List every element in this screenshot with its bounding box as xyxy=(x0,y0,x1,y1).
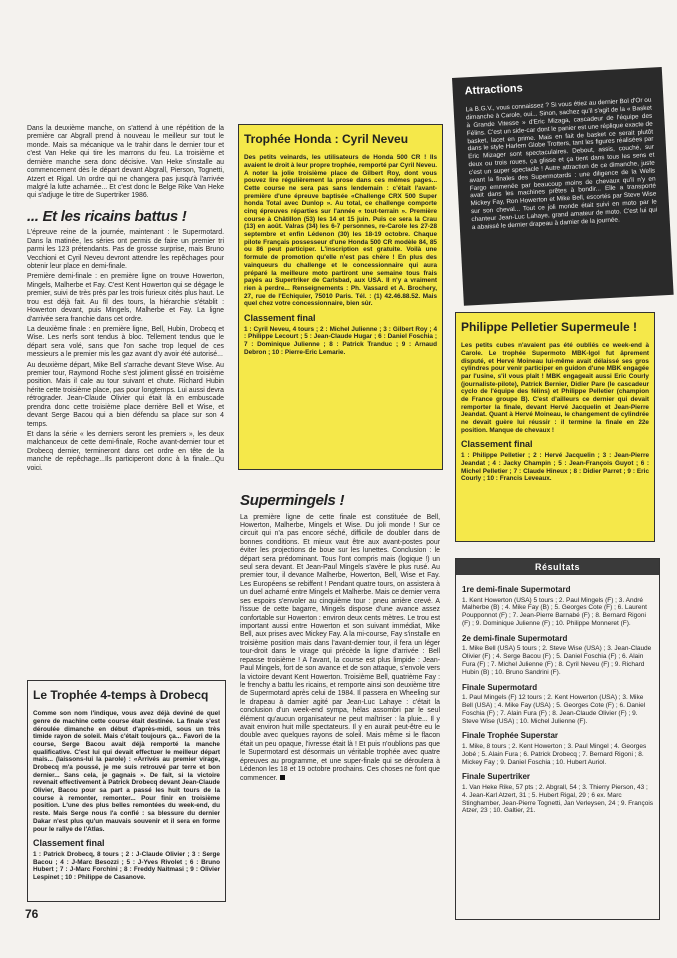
box-title: Philippe Pelletier Supermeule ! xyxy=(461,320,638,334)
resultats-header: Résultats xyxy=(456,559,659,575)
result-heading: Finale Supermotard xyxy=(462,682,538,692)
box-text: La B.G.V., vous connaissez ? Si vous étiez au dernier Bol d'Or ou dimanche à Carole, oui... Sinon, sachez qu'il s'agit de la « Basket à Grande Vitesse » d'Eric Mizaga, cascadeur de l'équipe des Félins. C'est un side-car dont le panier est une réplique exacte de basket, lacet en prime. Mais en fait de basket ce serait plutôt dans le style Harlem Globe Trotters, tant les figures réalisées par Eric Mizager sont spectaculaires. Debout, assis, couché, sur deux ou trois roues, ça glisse et ça tient dans tous les sens et c'est un super spectacle ! Autre attraction de ce dimanche, juste avant la finales des Supermotards : une diligence de la Wells Fargo emmenée par beaucoup moins de chevaux qu'il n'y en avait dans les machines prêtes à bondir... Elle a transporté Mickey Fay, Ron Howerton et Mike Bell, escortés par Steve Wise sur son cheval... Tout ce joli monde était suivi en moto par le chanteur Jean-Luc Lahaye, grand amateur de moto. C'est lui qui a abaissé le dernier drapeau à damier de la journée. xyxy=(465,97,658,231)
page-number: 76 xyxy=(25,907,39,921)
result-text: 1. Mike Bell (USA) 5 tours ; 2. Steve Wise (USA) ; 3. Jean-Claude Olivier (F) ; 4. Serge Bacou (F) ; 5. Daniel Foschia (F) ; 6. Alain Fura (F) ; 7. Michel Julienne (F) ; 8. Cyril Neveu (F) ; 9. Richard Hubin (B) ; 10. Bruno Sandrini (F). xyxy=(462,645,652,676)
result-text: 1. Van Heke Rike, 57 pts ; 2. Abgrall, 54 ; 3. Thierry Pierson, 43 ; 4. Jean-Karl Atzert, 31 ; 5. Hubert Rigal, 29 ; 6 ex. Marc Stinghamber, Jean-Pierre Tognetti, Jan Verleysen, 24 ; 9. François Atzer, 23 ; 10. Galtier, 21. xyxy=(462,783,654,815)
classement-text: 1 : Cyril Neveu, 4 tours ; 2 : Michel Julienne ; 3 : Gilbert Roy ; 4 : Philippe Lecourt ; 5 : Jean-Claude Hugar ; 6 : Daniel Foschia ; 7 : Dominique Julienne ; 8 : Patrick Tranduc ; 9 : Arnaud Debron ; 10 : Pierre-Eric Lemarie. xyxy=(244,325,437,356)
box-text: Des petits veinards, les utilisateurs de Honda 500 CR ! Ils avaient le droit à leur propre trophée, remporté par Cyril Neveu. A noter la jolie troisième place de Gilbert Roy, dont vous pouvez lire régulièrement la prose dans ces mêmes pages... Cette course ne sera pas sans lendemain : c'était l'avant-première d'une épreuve baptisée «Challenge CRX 500 Super honda Total avec Dunlop ». Au total, ce challenge comporte cinq épreuves réparties sur l'année « tout-terrain ». Première course à Châtillon (53) les 14 et 15 juin. Puis ce sera la Crau (13) en août. Valras (34) les 6-7 personnes, re-Carole les 27-28 septembre et enfin Lédenon (30) les 18-19 octobre. Chaque pilote Français possesseur d'une Honda 500 CR modèle 84, 85 ou 86 peut participer. L'inscription est gratuite. Voilà une formule de promotion qu'elle n'est pas chère ! En plus des vainqueurs du challenge et le concessionnaire qui aura préparé la meilleure moto partiront une semaine tous frais payés au Supertriker de Carlsbad, aux USA. Il n'y a vraiment rien à perdre... Renseignements : Ph. Vassard et A. Brochery, 27, rue de l'Echiquier, 75010 Paris. Tél. : (1) 42.46.88.52. Mais quel chez votre concessionnaire, bien sûr. xyxy=(244,154,437,308)
result-text: 1. Kent Howerton (USA) 5 tours ; 2. Paul Mingels (F) ; 3. André Malherbe (B) ; 4. Mike Fay (B) ; 5. Georges Cote (F) ; 6. Laurent Poupponnot (F) ; 7. Jean-Pierre Barnabé (F) ; 8. Bernard Rigoni (F) ; 9. Dominique Julienne (F) ; 10. Philippe Monneret (F). xyxy=(462,596,647,627)
paragraph: L'épreuve reine de la journée, maintenant : le Supermotard. Dans la matinée, les séries ont permis de faire un premier tri parmi les 123 prétendants. Pas de grosse surprise, mais Bruno Vecchioni et Cyril Neveu devront attendre les repêchages pour obtenir leur place en demi-finale. xyxy=(27,229,224,270)
result-heading: 1re demi-finale Supermotard xyxy=(462,585,571,594)
box-text: Les petits cubes n'avaient pas été oubliés ce week-end à Carole. Le trophée Supermoto MBK-Igol fut âprement disputé, et Hervé Moineau lui-même avait délaissé ses gros cylindres pour venir participer en guidon d'une MBK engagée par l'usine, s'il vous plaît ! MBK engageait aussi Eric Courly (journaliste-pilote), Patrick Bernier, Didier Pare (le cascadeur cyclo de l'équipe des félins) et Philippe Pelletier (champion de France groupe B). C'est d'ailleurs ce dernier qui devait remporter la finale, devant Hervé Jacquelin et Jean-Pierre Jeandat. Quant à Hervé Moineau, le changement de cylindrée ne devait guère lui réussir : il termine la finale en 22e position. Manque de chevaux ! xyxy=(461,342,649,434)
box-title: Le Trophée 4-temps à Drobecq xyxy=(33,688,209,702)
attractions-box xyxy=(452,67,674,306)
classement-title: Classement final xyxy=(461,439,533,450)
classement-title: Classement final xyxy=(244,312,316,323)
resultats-box xyxy=(455,558,660,920)
result-heading: 2e demi-finale Supermotard xyxy=(462,633,568,643)
box-title: Attractions xyxy=(464,82,524,98)
supermingels-text: La première ligne de cette finale est constituée de Bell, Howerton, Malherbe, Mingels et Wise. Du joli monde ! Sur ce circuit qui n'a pas encore séché, difficile de doubler dans de bonnes conditions. Et mieux vaut être aux avant-postes pour éviter les projections de boue sur les lunettes. Conclusion : le départ sera prédominant. Tous l'ont compris mais (logique !) un seul sera devant. Et Jean-Paul Mingels s'avère le plus rusé. Au premier tour, il devance Malherbe, Howerton, Bell, Wise et Fay. Les Européens se rebiffent ! Pendant quatre tours, on assistera à un duel acharné entre Mingels et Malherbe. Mais ce dernier verra ses espoirs s'envoler au cinquième tour : pneu arrière crevé. A l'issue de cette bagarre, Mingels dispose d'une avance assez confortable sur Howerton : environ deux cents mètres. Le trou est important aussi entre Howerton et son suivant immédiat, Mike Bell, aux prises avec Mickey Fay. A la mi-course, Fay s'installe en troisième position mais dans l'avant-dernier tour, il fera un léger tour-droit dans le virage qui précède la ligne d'arrivée : Bell repasse troisième ! A l'avant, la course est plus limpide : Jean-Paul Mingels, fort de son avance et de son attaque, s'envole vers la victoire devant Kent Howerton. Troisième Bell, quatrième Fay : le frenchy a battu les ricains, et remporte ainsi son deuxième titre de Supermotard après celui de 1984. Il passera en Wheeling sur le drapeau à damier agité par Jean-Luc Lahaye : c'était la conclusion d'un week-end sympa, hélas assombri par le seul élément qu'aucun organisateur ne peut maîtriser : la pluie... Il y avait environ huit mille spectateurs. Il y en aurait peut-être eu le double avec quelques rayons de soleil. Mais même si le flacon était un peu opaque, l'ivresse était là ! Et puis n'oublions pas que le Supermotard est désormais un véritable trophée avec quatre épreuves au programme, et une super-finale qui se déroulera à Lédenon les 18 et 19 octobre prochains. Ces choses ne font que commencer. xyxy=(240,513,440,782)
resultats-body xyxy=(456,575,659,821)
trophee-4temps-box xyxy=(27,680,226,902)
result-heading: Finale Supertriker xyxy=(462,772,531,782)
end-mark-icon xyxy=(280,775,285,780)
result-text: 1. Paul Mingels (F) 12 tours ; 2. Kent Howerton (USA) ; 3. Mike Bell (USA) ; 4. Mike Fay (USA) ; 5. Georges Cote (F) ; 6. Daniel Foschia (F) ; 7. Alain Fura (F) ; 8. Jean-Claude Olivier (F) ; 9. Steve Wise (USA) ; 10. Michel Julienne (F). xyxy=(462,694,646,725)
classement-title: Classement final xyxy=(33,838,105,849)
left-column xyxy=(27,125,224,475)
paragraph: Et dans la série « les derniers seront les premiers », les deux malchanceux de cette demi-finale, Roche avant-dernier tour et Drobecq dernier, termineront dans cet ordre en tête de la manche de repêchage...Ils participeront donc à la finale...Qu voici. xyxy=(27,431,224,472)
middle-column xyxy=(240,485,440,785)
trophee-honda-box xyxy=(238,124,443,470)
paragraph: La deuxième finale : en première ligne, Bell, Hubin, Drobecq et Wise. Les nerfs sont tendus à bloc. Tellement tendus que le départ sera volé, sans que l'on sache trop lequel de ces messieurs a le premier mis les gaz avant d'y avoir été autorisé... xyxy=(27,325,224,359)
paragraph: Première demi-finale : en première ligne on trouve Howerton, Mingels, Malherbe et Fay. C'est Kent Howerton qui se dégage le premier, suivi de très près par les trois furieux cités plus haut. Le trou est déjà fait. Au fil des tours, la hiérarchie s'établit : Howerton devant, puis Mingels, Malherbe et Fay. La ligne d'arrivée sera franchie dans cet ordre. xyxy=(27,273,224,323)
box-text: Comme son nom l'indique, vous avez déjà deviné de quel genre de machine cette course était destinée. La finale s'est déroulée dimanche en début d'après-midi, sous un très timide rayon de soleil. Mais c'était toujours ça... Favori de la course, Serge Bacou avait déjà remporté la manche qualificative. C'est lui qui devait effectuer le meilleur départ mais... (laissons-lui la parole) : «Arrivés au premier virage, Drobecq m'a poussé, je me suis retrouvé par terre et bon dernier... Sans cela, je gagnais ». De fait, si la victoire revenait effectivement à Patrick Drobecq devant Jean-Claude Olivier, Bacou pour sa part a passé les huit tours de la course à remonter, remonter... Pour finir en troisième position. L'une des plus belles remontées du week-end, du reste. Mais Serge nous l'a confié : sa blessure du dernier Dakar n'est plus qu'un mauvais souvenir et il sera en forme pour le rallye de l'Atlas. xyxy=(33,710,220,833)
paragraph: Au deuxième départ, Mike Bell s'arrache devant Steve Wise. Au premier tour, Raymond Roche s'est joliment glissé en troisième position. Mais il cale au tour suivant et chute. Richard Hubin hérite cette troisième place, pas pour longtemps. Lui aussi devra rétrograder. Jean-Claude Olivier qui était là en embuscade prendra donc cette troisième place derrière Bell et Wise, et devant Serge Bacou qui a bien défendu sa place sur son 4 temps. xyxy=(27,361,224,428)
classement-text: 1 : Philippe Pelletier ; 2 : Hervé Jacquelin ; 3 : Jean-Pierre Jeandat ; 4 : Jacky Champin ; 5 : Jean-François Guyot ; 6 : Michel Pelletier ; 7 : Claude Hineux ; 8 : Didier Parret ; 9 : Eric Courly ; 10 : Francis Leveaux. xyxy=(461,452,649,483)
box-title: Trophée Honda : Cyril Neveu xyxy=(244,132,409,146)
section-heading-supermingels: Supermingels ! xyxy=(240,492,345,509)
result-heading: Finale Trophée Superstar xyxy=(462,731,559,741)
section-heading-ricains: ... Et les ricains battus ! xyxy=(27,207,187,225)
intro-paragraph: Dans la deuxième manche, on s'attend à une répétition de la première car Abgrall prend à nouveau le meilleur sur tout le monde. Mais sa mécanique va le trahir dans le dernier tour et c'est Van Heke qui tire les marrons du feu. La troisième et dernière manche sera donc décisive. Van Heke s'installe au commencement dès le départ devant Abgrall, Pierson, Tognetti, Atzert et Rigal. Un ordre qui ne changera pas jusqu'à l'arrivée malgré la lutte acharnée... Et c'est donc le Belge Rike Van Heke qui s'adjuge le titre de Supertriker 1986. xyxy=(27,125,224,200)
paragraph xyxy=(240,514,440,784)
result-text: 1. Mike, 8 tours ; 2. Kent Howerton ; 3. Paul Mingel ; 4. Georges Jobé ; 5. Alain Fura ; 6. Patrick Drobecq ; 7. Bernard Rigoni ; 8. Mickey Fay ; 9. Daniel Foschia ; 10. Hubert Auriol. xyxy=(462,742,647,766)
classement-text: 1 : Patrick Drobecq, 8 tours ; 2 : J-Claude Olivier ; 3 : Serge Bacou ; 4 : J-Marc Besozzi ; 5 : J-Yves Rivolet ; 6 : Bruno Hubert ; 7 : J-Marc Forchini ; 8 : Freddy Naitmasi ; 9 : Olivier Lespinet ; 10 : Philippe de Casanove. xyxy=(33,850,220,882)
philippe-pelletier-box xyxy=(455,312,655,542)
